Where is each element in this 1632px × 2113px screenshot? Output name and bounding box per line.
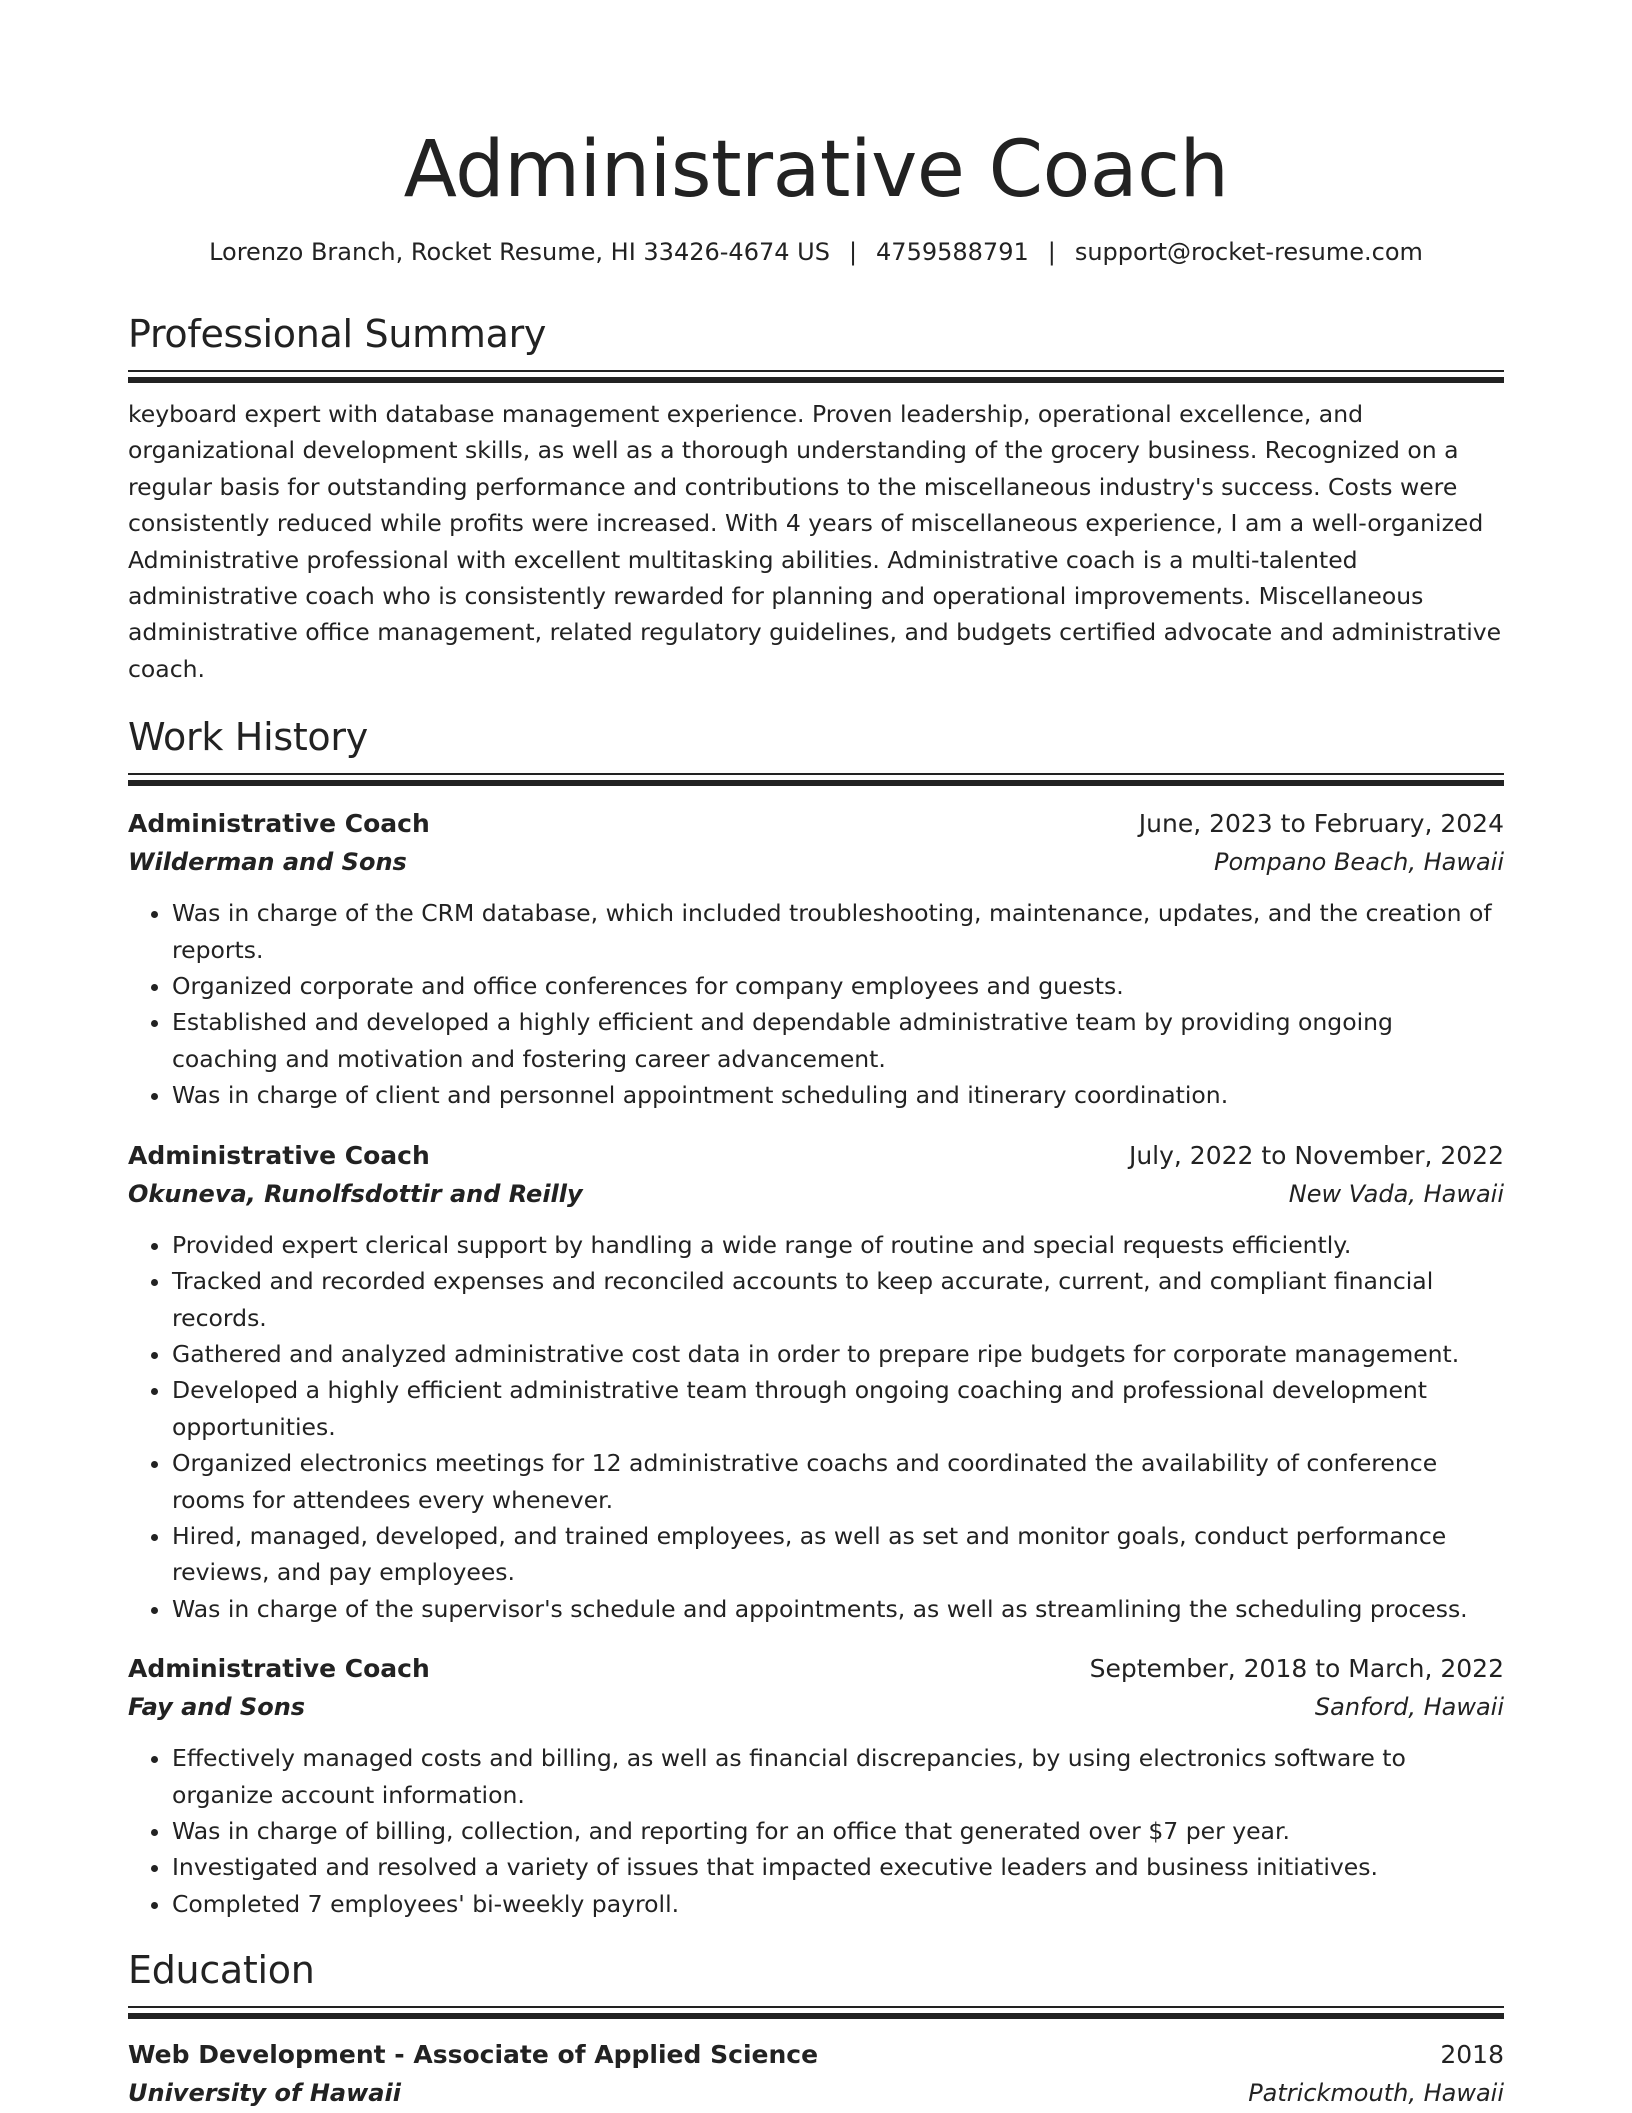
section-divider — [128, 370, 1504, 372]
education-school: University of Hawaii — [128, 2079, 401, 2108]
section-divider-thick — [128, 780, 1504, 786]
list-item: • Investigated and resolved a variety of issues that impacted executive leaders and business initiatives. — [172, 1849, 1504, 1885]
section-divider-thick — [128, 377, 1504, 383]
list-item: • Gathered and analyzed administrative cost data in order to prepare ripe budgets for corporate management. — [172, 1336, 1504, 1372]
list-item: • Organized corporate and office conferences for company employees and guests. — [172, 968, 1504, 1004]
job-header — [128, 1136, 1504, 1175]
job-location: Pompano Beach, Hawaii — [1213, 848, 1504, 877]
list-item: • Organized electronics meetings for 12 administrative coachs and coordinated the availability of conference rooms for attendees every whenever. — [172, 1445, 1504, 1518]
job-subheader — [128, 843, 1504, 882]
contact-separator: | — [1047, 238, 1056, 266]
job-bullets — [128, 1227, 1504, 1627]
list-item: • Provided expert clerical support by handling a wide range of routine and special requests efficiently. — [172, 1227, 1504, 1263]
job-company: Fay and Sons — [128, 1693, 306, 1722]
job-location: New Vada, Hawaii — [1288, 1179, 1504, 1208]
job-company: Okuneva, Runolfsdottir and Reilly — [128, 1179, 583, 1208]
list-item: • Tracked and recorded expenses and reconciled accounts to keep accurate, current, and compliant financial records. — [172, 1263, 1504, 1336]
education-year: 2018 — [1440, 2040, 1504, 2070]
job-subheader — [128, 1688, 1504, 1727]
education-section — [128, 1946, 1504, 2113]
list-item: • Was in charge of billing, collection, and reporting for an office that generated over $7 per year. — [172, 1813, 1504, 1849]
summary-text: keyboard expert with database management experience. Proven leadership, operational excellence, and organizational development skills, as well as a thorough understanding of the grocery business. Recognized on a regular basis for outstanding performance and contributions to the miscellaneous industry's success. Costs were consistently reduced while profits were increased. With 4 years of miscellaneous experience, I am a well-organized Administrative professional with excellent multitasking abilities. Administrative coach is a multi-talented administrative coach who is consistently rewarded for planning and operational improvements. Miscellaneous administrative office management, related regulatory guidelines, and budgets certified advocate and administrative coach. — [128, 400, 1502, 683]
contact-address: Lorenzo Branch, Rocket Resume, HI 33426-4674 US — [209, 238, 830, 266]
list-item: • Was in charge of the supervisor's schedule and appointments, as well as streamlining the scheduling process. — [172, 1591, 1504, 1627]
job-bullets — [128, 895, 1504, 1113]
education-location: Patrickmouth, Hawaii — [1248, 2079, 1504, 2108]
list-item: • Was in charge of the CRM database, which included troubleshooting, maintenance, updates, and the creation of reports. — [172, 895, 1504, 968]
job-dates: June, 2023 to February, 2024 — [1138, 809, 1504, 839]
list-item: • Completed 7 employees' bi-weekly payroll. — [172, 1886, 1504, 1922]
contact-line — [128, 236, 1504, 268]
section-divider — [128, 773, 1504, 775]
job-entry — [128, 1649, 1504, 1922]
job-title: Administrative Coach — [128, 1654, 430, 1684]
resume-page — [128, 0, 1504, 2113]
work-history-section — [128, 713, 1504, 1922]
contact-separator: | — [848, 238, 858, 266]
summary-section — [128, 310, 1504, 687]
list-item: • Effectively managed costs and billing, as well as financial discrepancies, by using electronics software to organize account information. — [172, 1740, 1504, 1813]
contact-phone: 4759588791 — [876, 238, 1029, 266]
section-title-summary: Professional Summary — [128, 312, 547, 356]
section-title-education: Education — [128, 1948, 315, 1993]
education-entry — [128, 2035, 1504, 2113]
section-title-work-history: Work History — [128, 715, 368, 760]
job-company: Wilderman and Sons — [128, 848, 407, 877]
section-divider-thick — [128, 2013, 1504, 2019]
education-subheader — [128, 2074, 1504, 2113]
list-item: • Was in charge of client and personnel appointment scheduling and itinerary coordination. — [172, 1077, 1504, 1113]
education-degree: Web Development - Associate of Applied Science — [128, 2040, 819, 2070]
job-title: Administrative Coach — [128, 809, 430, 839]
job-entry — [128, 804, 1504, 1113]
list-item: • Established and developed a highly efficient and dependable administrative team by providing ongoing coaching and motivation and fostering career advancement. — [172, 1004, 1504, 1077]
job-header — [128, 804, 1504, 843]
job-dates: July, 2022 to November, 2022 — [1128, 1140, 1504, 1170]
list-item: • Developed a highly efficient administrative team through ongoing coaching and professional development opportunities. — [172, 1372, 1504, 1445]
section-divider — [128, 2006, 1504, 2008]
job-entry — [128, 1136, 1504, 1627]
job-bullets — [128, 1740, 1504, 1922]
resume-name: Administrative Coach — [403, 125, 1229, 215]
job-dates: September, 2018 to March, 2022 — [1089, 1654, 1504, 1684]
education-header — [128, 2035, 1504, 2074]
job-subheader — [128, 1175, 1504, 1214]
list-item: • Hired, managed, developed, and trained employees, as well as set and monitor goals, conduct performance reviews, and pay employees. — [172, 1518, 1504, 1591]
job-location: Sanford, Hawaii — [1314, 1693, 1504, 1722]
contact-email: support@rocket-resume.com — [1074, 238, 1423, 266]
job-title: Administrative Coach — [128, 1140, 430, 1170]
job-header — [128, 1649, 1504, 1688]
